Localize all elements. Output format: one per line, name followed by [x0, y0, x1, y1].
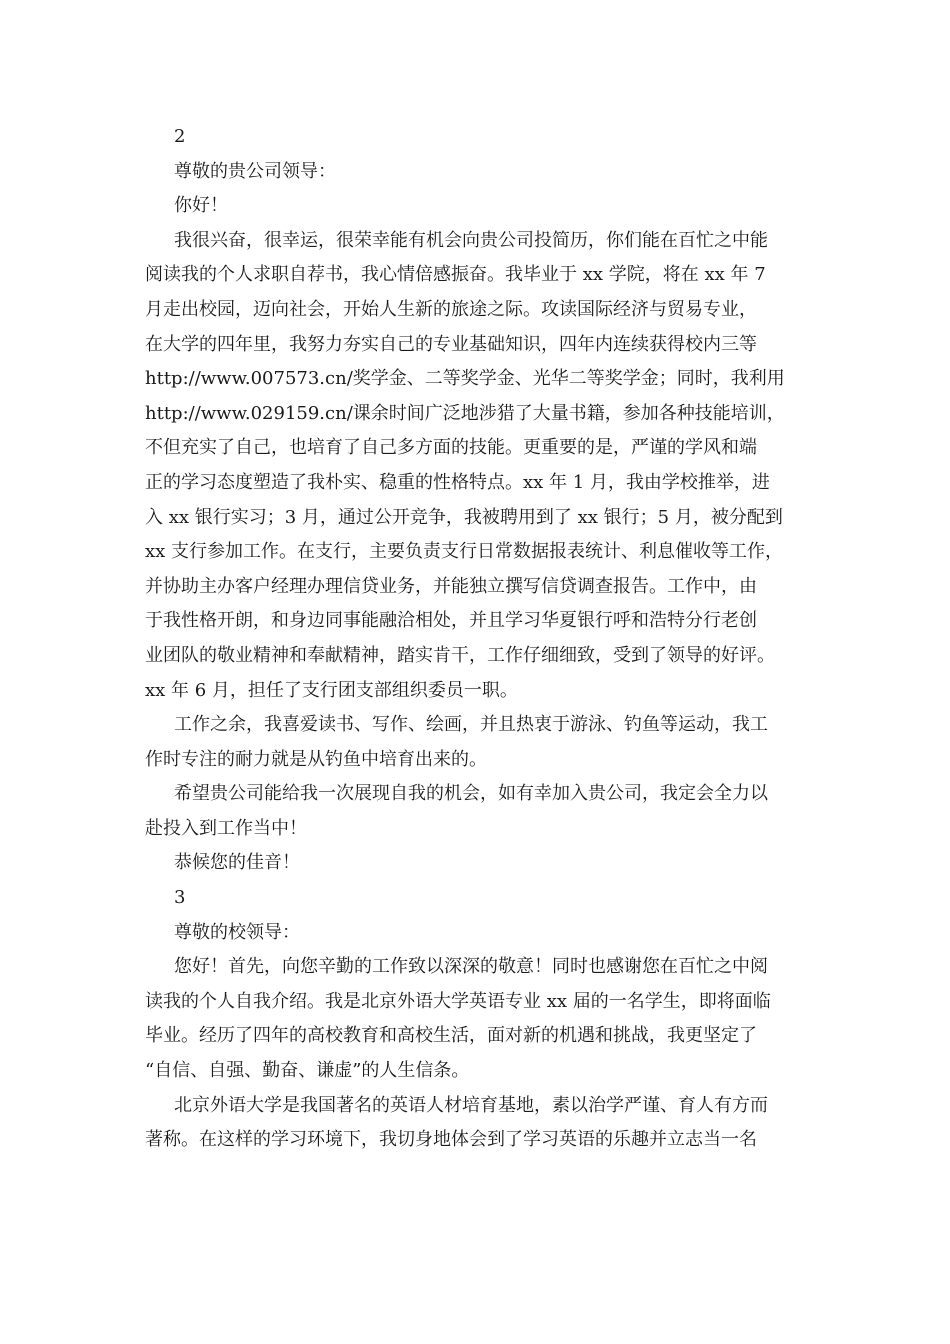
text-line: “自信、自强、勤奋、谦虚”的人生信条。: [145, 1060, 470, 1082]
text-line: http://www.029159.cn/课余时间广泛地涉猎了大量书籍，参加各种技能培训，: [145, 402, 785, 424]
text-line: 您好！首先，向您辛勤的工作致以深深的敬意！同时也感谢您在百忙之中阅: [174, 956, 768, 978]
text-line: 作时专注的耐力就是从钓鱼中培育出来的。: [145, 748, 487, 770]
text-line: 在大学的四年里，我努力夯实自己的专业基础知识，四年内连续获得校内三等: [145, 333, 757, 355]
text-line: 北京外语大学是我国著名的英语人材培育基地，素以治学严谨、育人有方而: [174, 1094, 768, 1116]
text-line: 希望贵公司能给我一次展现自我的机会，如有幸加入贵公司，我定会全力以: [174, 783, 768, 805]
text-line: 我很兴奋，很幸运，很荣幸能有机会向贵公司投简历，你们能在百忙之中能: [174, 229, 768, 251]
text-line: 阅读我的个人求职自荐书，我心情倍感振奋。我毕业于 xx 学院，将在 xx 年 7: [145, 264, 766, 286]
text-line: 恭候您的佳音！: [174, 852, 300, 874]
text-line: 毕业。经历了四年的高校教育和高校生活，面对新的机遇和挑战，我更坚定了: [145, 1025, 757, 1047]
text-line: 3: [174, 887, 186, 909]
text-line: 于我性格开朗，和身边同事能融洽相处，并且学习华夏银行呼和浩特分行老创: [145, 610, 757, 632]
text-line: 2: [174, 126, 186, 147]
text-line: xx 年 6 月，担任了支行团支部组织委员一职。: [145, 679, 518, 701]
text-line: 月走出校园，迈向社会，开始人生新的旅途之际。攻读国际经济与贸易专业，: [145, 298, 757, 320]
text-line: 正的学习态度塑造了我朴实、稳重的性格特点。xx 年 1 月，我由学校推举，进: [145, 471, 770, 493]
text-line: 赴投入到工作当中！: [145, 817, 307, 839]
text-line: 读我的个人自我介绍。我是北京外语大学英语专业 xx 届的一名学生，即将面临: [145, 990, 771, 1012]
text-line: 并协助主办客户经理办理信贷业务，并能独立撰写信贷调查报告。工作中，由: [145, 575, 757, 597]
text-line: 业团队的敬业精神和奉献精神，踏实肯干，工作仔细细致，受到了领导的好评。: [145, 644, 775, 666]
text-line: 尊敬的贵公司领导：: [174, 160, 336, 182]
document-body: [145, 120, 810, 1158]
text-line: 工作之余，我喜爱读书、写作、绘画，并且热衷于游泳、钓鱼等运动，我工: [174, 714, 768, 736]
text-line: 不但充实了自己，也培育了自己多方面的技能。更重要的是，严谨的学风和端: [145, 437, 757, 459]
text-line: http://www.007573.cn/奖学金、二等奖学金、光华二等奖学金；同时，我利用: [145, 368, 785, 390]
text-line: 你好！: [174, 195, 228, 217]
text-line: 著称。在这样的学习环境下，我切身地体会到了学习英语的乐趣并立志当一名: [145, 1129, 757, 1151]
text-line: 尊敬的校领导：: [174, 921, 300, 943]
text-line: xx 支行参加工作。在支行，主要负责支行日常数据报表统计、利息催收等工作，: [145, 541, 784, 563]
text-line: 入 xx 银行实习；3 月，通过公开竞争，我被聘用到了 xx 银行；5 月，被分配到: [145, 506, 783, 528]
